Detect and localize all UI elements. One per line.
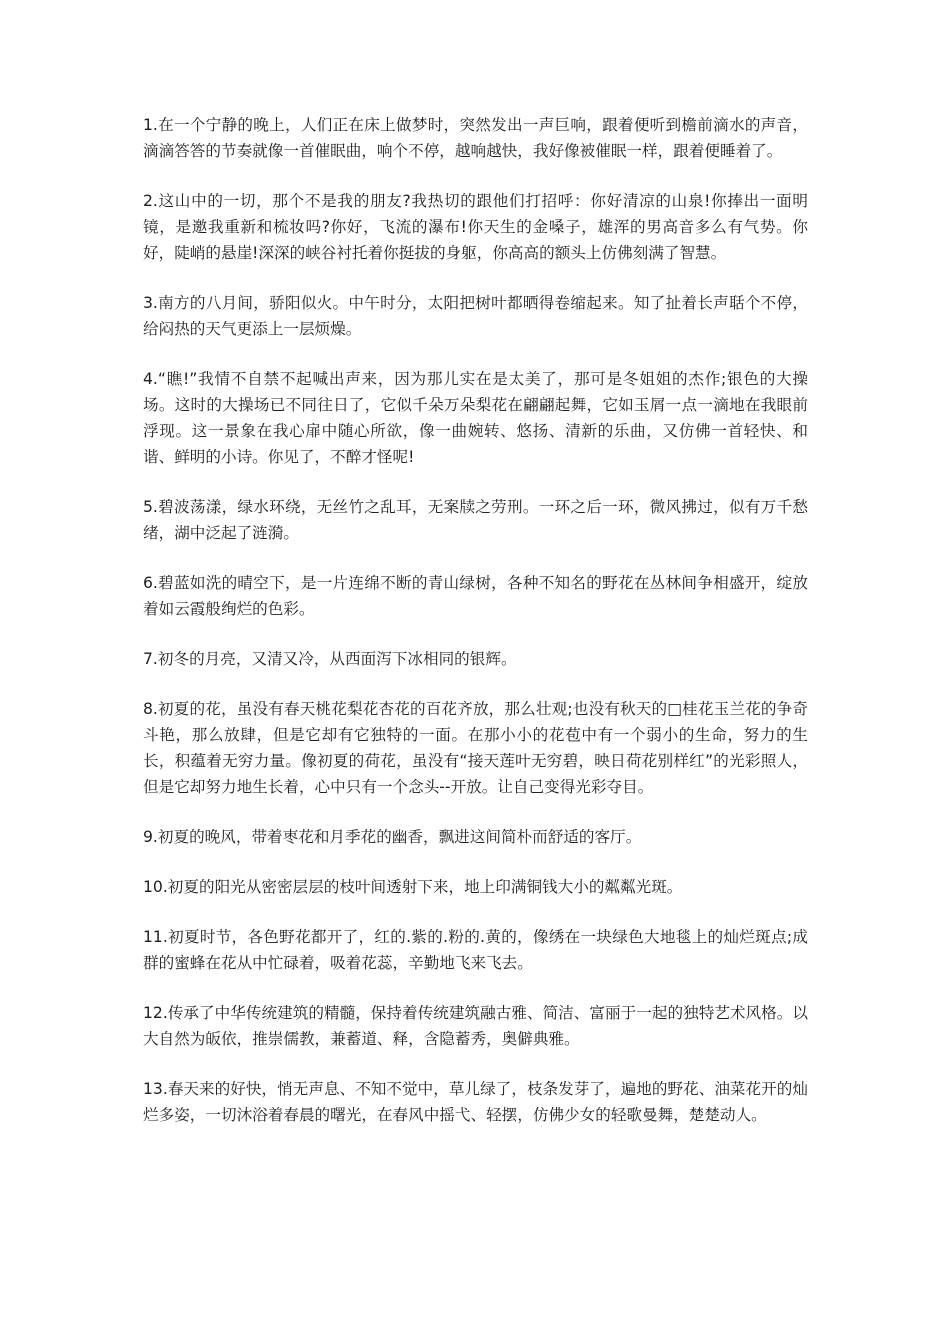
paragraph-5: 5.碧波荡漾，绿水环绕，无丝竹之乱耳，无案牍之劳刑。一环之后一环，微风拂过，似有万千愁绪，湖中泛起了涟漪。 (143, 498, 808, 542)
paragraph-2: 2.这山中的一切，那个不是我的朋友?我热切的跟他们打招呼：你好清凉的山泉!你捧出一面明镜，是邀我重新和梳妆吗?你好，飞流的瀑布!你天生的金嗓子，雄浑的男高音多么有气势。你好，陡峭的悬崖!深深的峡谷衬托着你挺拔的身躯，你高高的额头上仿佛刻满了智慧。 (143, 192, 808, 262)
paragraph-8: 8.初夏的花，虽没有春天桃花梨花杏花的百花齐放，那么壮观;也没有秋天的□桂花玉兰花的争奇斗艳，那么放肆，但是它却有它独特的一面。在那小小的花苞中有一个弱小的生命，努力的生长，积蕴着无穷力量。像初夏的荷花，虽没有“接天莲叶无穷碧，映日荷花别样红”的光彩照人，但是它却努力地生长着，心中只有一个念头--开放。让自己变得光彩夺目。 (143, 700, 808, 796)
paragraph-1: 1.在一个宁静的晚上，人们正在床上做梦时，突然发出一声巨响，跟着便听到檐前滴水的声音，滴滴答答的节奏就像一首催眠曲，响个不停，越响越快，我好像被催眠一样，跟着便睡着了。 (143, 116, 808, 160)
paragraph-13: 13.春天来的好快，悄无声息、不知不觉中，草儿绿了，枝条发芽了，遍地的野花、油菜花开的灿烂多姿，一切沐浴着春晨的曙光，在春风中摇弋、轻摆，仿佛少女的轻歌曼舞，楚楚动人。 (143, 1080, 808, 1124)
paragraph-9: 9.初夏的晚风，带着枣花和月季花的幽香，飘进这间简朴而舒适的客厅。 (143, 828, 642, 846)
document-page (143, 112, 808, 1152)
paragraph-7: 7.初冬的月亮，又清又冷，从西面泻下冰相同的银辉。 (143, 650, 517, 668)
paragraph-11: 11.初夏时节，各色野花都开了，红的.紫的.粉的.黄的，像绣在一块绿色大地毯上的灿烂斑点;成群的蜜蜂在花从中忙碌着，吸着花蕊，辛勤地飞来飞去。 (143, 928, 808, 972)
paragraph-4: 4.“瞧!”我情不自禁不起喊出声来，因为那儿实在是太美了，那可是冬姐姐的杰作;银色的大操场。这时的大操场已不同往日了，它似千朵万朵梨花在翩翩起舞，它如玉屑一点一滴地在我眼前浮现。这一景象在我心扉中随心所欲，像一曲婉转、悠扬、清新的乐曲，又仿佛一首轻快、和谐、鲜明的小诗。你见了，不醉才怪呢! (143, 370, 808, 466)
paragraph-6: 6.碧蓝如洗的晴空下，是一片连绵不断的青山绿树，各种不知名的野花在丛林间争相盛开，绽放着如云霞般绚烂的色彩。 (143, 574, 808, 618)
paragraph-3: 3.南方的八月间，骄阳似火。中午时分，太阳把树叶都晒得卷缩起来。知了扯着长声聒个不停，给闷热的天气更添上一层烦燥。 (143, 294, 808, 338)
paragraph-12: 12.传承了中华传统建筑的精髓，保持着传统建筑融古雅、简洁、富丽于一起的独特艺术风格。以大自然为皈依，推崇儒教，兼蓄道、释，含隐蓄秀，奥僻典雅。 (143, 1004, 808, 1048)
paragraph-10: 10.初夏的阳光从密密层层的枝叶间透射下来，地上印满铜钱大小的粼粼光斑。 (143, 878, 683, 896)
